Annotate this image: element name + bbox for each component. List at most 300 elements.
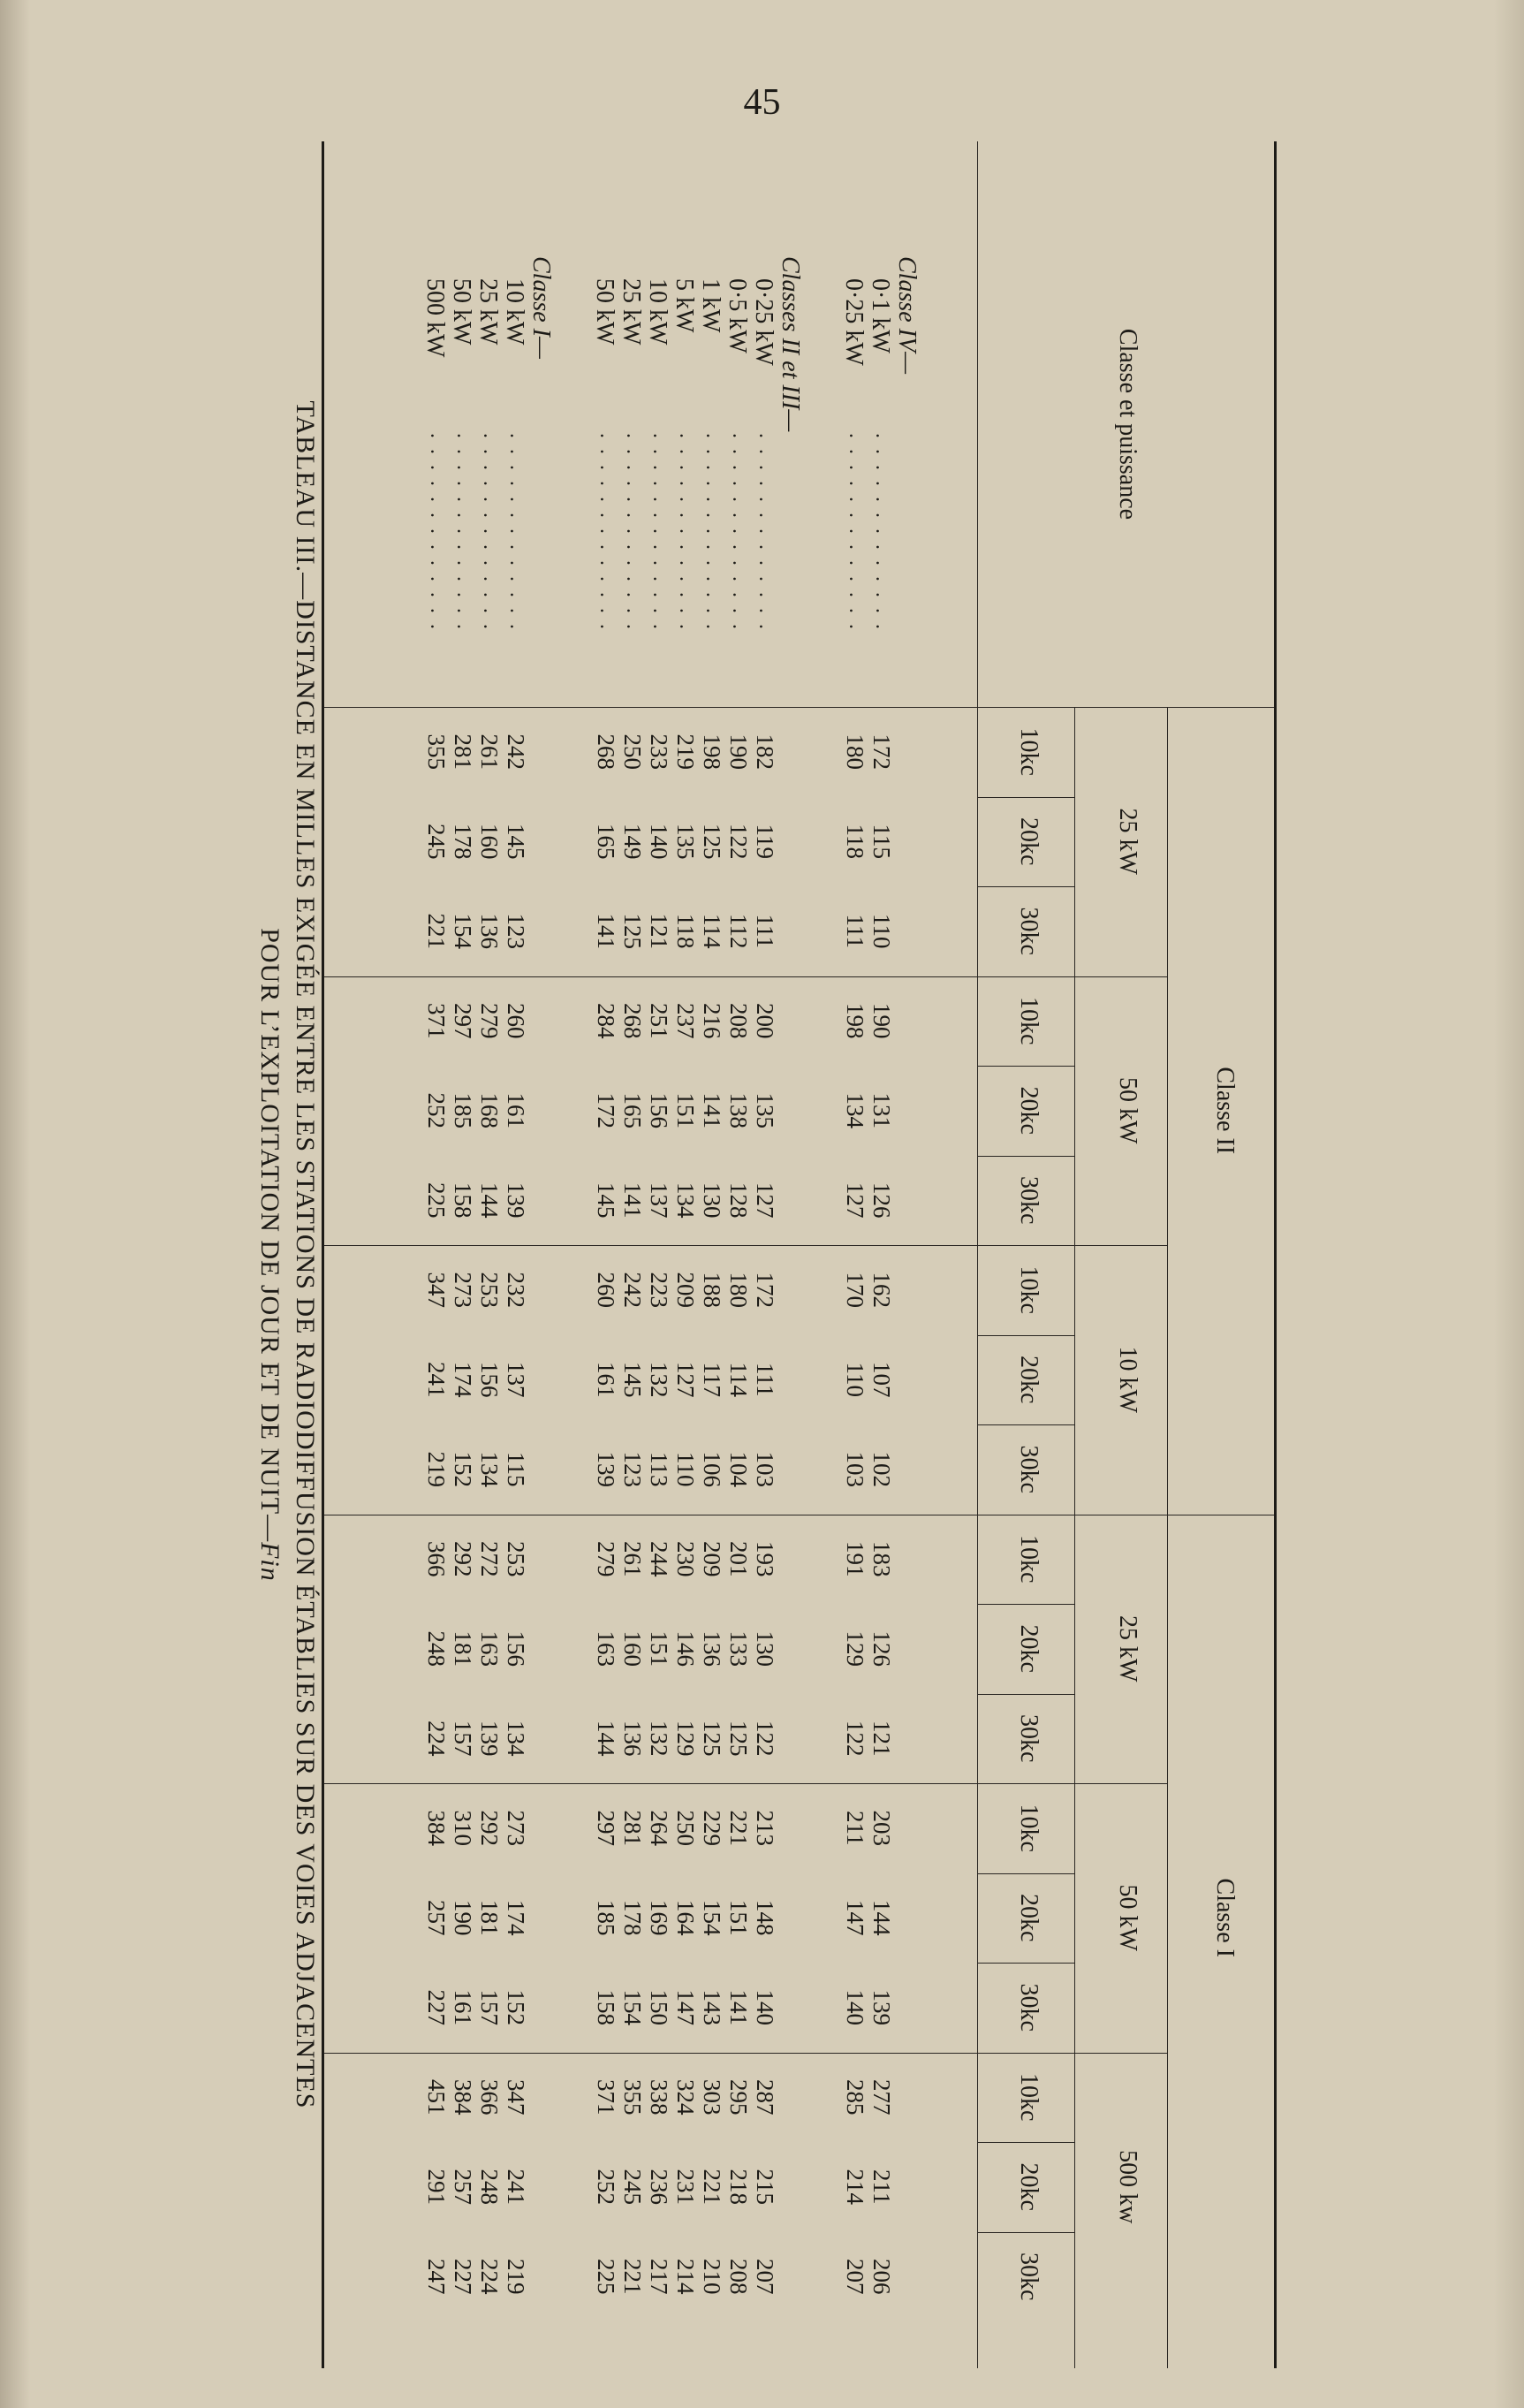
table-cell: 103 bbox=[842, 1451, 868, 1487]
table-cell: 229 bbox=[699, 1810, 725, 1846]
table-cell: 152 bbox=[450, 1451, 476, 1487]
table-cell: 260 bbox=[593, 1272, 619, 1308]
table-cell: 366 bbox=[476, 2079, 503, 2116]
table-cell: 129 bbox=[842, 1630, 868, 1667]
dot-leader: . . . . . . . . . . . . . bbox=[595, 433, 618, 632]
dot-leader: . . . . . . . . . . . . . bbox=[871, 433, 894, 632]
row-power-label: 10 kW bbox=[644, 278, 671, 346]
power-header: 50 kW bbox=[1114, 1077, 1141, 1144]
table-cell: 268 bbox=[619, 1003, 646, 1039]
table-cell: 128 bbox=[725, 1182, 752, 1219]
table-cell: 190 bbox=[725, 733, 752, 770]
table-cell: 110 bbox=[672, 1452, 699, 1487]
table-cell: 264 bbox=[646, 1810, 672, 1846]
table-cell: 123 bbox=[503, 913, 529, 949]
table-cell: 237 bbox=[672, 1003, 699, 1039]
table-cell: 136 bbox=[699, 1630, 725, 1667]
table-cell: 122 bbox=[842, 1721, 868, 1757]
power-header: 10 kW bbox=[1114, 1346, 1141, 1413]
table-cell: 115 bbox=[868, 824, 895, 859]
table-cell: 141 bbox=[619, 1182, 646, 1219]
row-power-label: 1 kW bbox=[697, 278, 724, 333]
dot-leader: . . . . . . . . . . . . . bbox=[728, 433, 751, 632]
table-cell: 102 bbox=[868, 1451, 895, 1487]
table-cell: 225 bbox=[593, 2259, 619, 2295]
table-cell: 221 bbox=[725, 1810, 752, 1846]
row-power-label: 25 kW bbox=[618, 278, 645, 346]
table-cell: 203 bbox=[868, 1810, 895, 1846]
table-cell: 136 bbox=[619, 1721, 646, 1757]
spacing-header: 30kc bbox=[1015, 1445, 1043, 1493]
table-cell: 163 bbox=[476, 1630, 503, 1667]
row-power-label: 500 kW bbox=[421, 278, 449, 358]
table-cell: 125 bbox=[699, 1721, 725, 1757]
table-cell: 132 bbox=[646, 1362, 672, 1398]
table-cell: 148 bbox=[752, 1900, 778, 1936]
table-cell: 287 bbox=[752, 2079, 778, 2116]
table-cell: 371 bbox=[593, 2079, 619, 2116]
table-cell: 154 bbox=[450, 913, 476, 949]
table-cell: 131 bbox=[868, 1092, 895, 1128]
row-power-label: 0·5 kW bbox=[724, 278, 751, 353]
table-cell: 242 bbox=[619, 1272, 646, 1308]
table-cell: 161 bbox=[593, 1362, 619, 1398]
table-cell: 183 bbox=[868, 1541, 895, 1577]
table-cell: 174 bbox=[503, 1900, 529, 1936]
row-power-label: 25 kW bbox=[474, 278, 502, 346]
table-cell: 207 bbox=[842, 2259, 868, 2295]
spacing-header: 30kc bbox=[1015, 1176, 1043, 1225]
table-cell: 118 bbox=[842, 824, 868, 859]
dot-leader: . . . . . . . . . . . . . bbox=[648, 433, 671, 632]
table-cell: 122 bbox=[752, 1721, 778, 1757]
table-cell: 137 bbox=[646, 1182, 672, 1219]
table-cell: 111 bbox=[842, 914, 868, 948]
table-cell: 130 bbox=[699, 1182, 725, 1219]
table-cell: 241 bbox=[423, 1362, 450, 1398]
spacing-header: 10kc bbox=[1015, 997, 1043, 1045]
row-power-label: 10 kW bbox=[501, 278, 528, 346]
table-cell: 145 bbox=[503, 824, 529, 860]
table-cell: 206 bbox=[868, 2259, 895, 2295]
spacing-header: 10kc bbox=[1015, 1804, 1043, 1852]
table-cell: 126 bbox=[868, 1182, 895, 1219]
table-cell: 281 bbox=[619, 1810, 646, 1846]
table-cell: 208 bbox=[725, 1003, 752, 1039]
page-number: 45 bbox=[743, 82, 781, 123]
table-cell: 150 bbox=[646, 1989, 672, 2025]
table-cell: 157 bbox=[450, 1721, 476, 1757]
table-cell: 112 bbox=[725, 914, 752, 949]
table-cell: 225 bbox=[423, 1182, 450, 1219]
table-cell: 230 bbox=[672, 1541, 699, 1577]
table-cell: 127 bbox=[672, 1362, 699, 1398]
table-cell: 190 bbox=[450, 1900, 476, 1936]
table-cell: 151 bbox=[646, 1630, 672, 1667]
table-cell: 161 bbox=[503, 1092, 529, 1128]
table-cell: 208 bbox=[725, 2259, 752, 2295]
table-cell: 121 bbox=[868, 1721, 895, 1757]
table-cell: 247 bbox=[423, 2259, 450, 2295]
table-cell: 125 bbox=[619, 913, 646, 949]
spacing-header: 20kc bbox=[1015, 1356, 1043, 1404]
table-cell: 158 bbox=[593, 1989, 619, 2025]
table-cell: 215 bbox=[752, 2169, 778, 2205]
page-edge-left bbox=[0, 0, 30, 2408]
table-cell: 221 bbox=[423, 913, 450, 949]
table-cell: 181 bbox=[476, 1900, 503, 1936]
table-cell: 211 bbox=[868, 2169, 895, 2205]
table-cell: 236 bbox=[646, 2169, 672, 2205]
table-cell: 244 bbox=[646, 1541, 672, 1577]
dot-leader: . . . . . . . . . . . . . bbox=[845, 433, 868, 632]
table-cell: 250 bbox=[619, 733, 646, 770]
table-cell: 219 bbox=[672, 733, 699, 770]
table-cell: 245 bbox=[423, 824, 450, 860]
table-cell: 384 bbox=[450, 2079, 476, 2116]
table-cell: 207 bbox=[752, 2259, 778, 2295]
table-cell: 251 bbox=[646, 1003, 672, 1039]
table-cell: 185 bbox=[593, 1900, 619, 1936]
table-cell: 209 bbox=[672, 1272, 699, 1308]
table-cell: 104 bbox=[725, 1451, 752, 1487]
row-group-label: Classe I— bbox=[527, 256, 555, 359]
table-cell: 127 bbox=[842, 1182, 868, 1219]
table-cell: 227 bbox=[450, 2259, 476, 2295]
table-cell: 297 bbox=[593, 1810, 619, 1846]
power-header: 25 kW bbox=[1114, 1615, 1141, 1683]
table-cell: 181 bbox=[450, 1630, 476, 1667]
table-cell: 119 bbox=[752, 824, 778, 859]
table-cell: 172 bbox=[593, 1092, 619, 1128]
table-cell: 257 bbox=[423, 1900, 450, 1936]
table-cell: 125 bbox=[725, 1721, 752, 1757]
table-cell: 130 bbox=[752, 1630, 778, 1667]
table-cell: 134 bbox=[842, 1092, 868, 1128]
header-rule-spacing bbox=[977, 141, 978, 2368]
table-cell: 110 bbox=[868, 914, 895, 949]
table-cell: 257 bbox=[450, 2169, 476, 2205]
table-cell: 161 bbox=[450, 1989, 476, 2025]
table-cell: 324 bbox=[672, 2079, 699, 2116]
spacing-header: 10kc bbox=[1015, 1265, 1043, 1314]
table-cell: 252 bbox=[593, 2169, 619, 2205]
table-title-line2 bbox=[252, 141, 287, 2368]
table-cell: 160 bbox=[476, 824, 503, 860]
row-power-label: 0·25 kW bbox=[840, 278, 868, 366]
table-cell: 129 bbox=[672, 1721, 699, 1757]
table-cell: 213 bbox=[752, 1810, 778, 1846]
table-cell: 156 bbox=[476, 1362, 503, 1398]
table-cell: 284 bbox=[593, 1003, 619, 1039]
table-title bbox=[252, 141, 322, 2368]
table-cell: 221 bbox=[699, 2169, 725, 2205]
table-cell: 178 bbox=[450, 824, 476, 860]
table-cell: 162 bbox=[868, 1272, 895, 1308]
table-cell: 165 bbox=[619, 1092, 646, 1128]
table-cell: 141 bbox=[725, 1989, 752, 2025]
table-cell: 111 bbox=[752, 914, 778, 948]
table-cell: 106 bbox=[699, 1451, 725, 1487]
spacing-header: 20kc bbox=[1015, 1894, 1043, 1942]
row-label-header: Classe et puissance bbox=[1114, 328, 1141, 520]
table-cell: 198 bbox=[699, 733, 725, 770]
table-cell: 272 bbox=[476, 1541, 503, 1577]
row-power-label: 0·25 kW bbox=[750, 278, 777, 366]
table-cell: 248 bbox=[476, 2169, 503, 2205]
power-header: 50 kW bbox=[1114, 1884, 1141, 1951]
table-cell: 149 bbox=[619, 824, 646, 860]
table-cell: 210 bbox=[699, 2259, 725, 2295]
table-cell: 233 bbox=[646, 733, 672, 770]
table-cell: 292 bbox=[450, 1541, 476, 1577]
class-header: Classe II bbox=[1211, 1067, 1239, 1155]
table-cell: 338 bbox=[646, 2079, 672, 2116]
table-cell: 188 bbox=[699, 1272, 725, 1308]
table-cell: 123 bbox=[619, 1451, 646, 1487]
table-cell: 111 bbox=[752, 1363, 778, 1397]
table-cell: 134 bbox=[476, 1451, 503, 1487]
table-cell: 347 bbox=[503, 2079, 529, 2116]
table-cell: 139 bbox=[868, 1989, 895, 2025]
table-cell: 134 bbox=[672, 1182, 699, 1219]
table-cell: 172 bbox=[868, 733, 895, 770]
table-cell: 198 bbox=[842, 1003, 868, 1039]
table-cell: 273 bbox=[450, 1272, 476, 1308]
table-cell: 172 bbox=[752, 1272, 778, 1308]
table-cell: 279 bbox=[593, 1541, 619, 1577]
spacing-header: 30kc bbox=[1015, 2252, 1043, 2301]
dot-leader: . . . . . . . . . . . . . bbox=[754, 433, 777, 632]
page-edge-right bbox=[1494, 0, 1524, 2408]
table-cell: 115 bbox=[503, 1452, 529, 1487]
dot-leader: . . . . . . . . . . . . . bbox=[479, 433, 502, 632]
table-cell: 133 bbox=[725, 1630, 752, 1667]
table-cell: 242 bbox=[503, 733, 529, 770]
table-cell: 152 bbox=[503, 1989, 529, 2025]
table-cell: 248 bbox=[423, 1630, 450, 1667]
table-cell: 169 bbox=[646, 1900, 672, 1936]
power-header: 500 kw bbox=[1114, 2150, 1141, 2224]
table-cell: 253 bbox=[503, 1541, 529, 1577]
table-cell: 295 bbox=[725, 2079, 752, 2116]
table-cell: 138 bbox=[725, 1092, 752, 1128]
dot-leader: . . . . . . . . . . . . . bbox=[675, 433, 698, 632]
table-cell: 252 bbox=[423, 1092, 450, 1128]
row-power-label: 0·1 kW bbox=[867, 278, 894, 353]
table-cell: 113 bbox=[646, 1452, 672, 1487]
table-cell: 200 bbox=[752, 1003, 778, 1039]
table-cell: 224 bbox=[476, 2259, 503, 2295]
table-cell: 366 bbox=[423, 1541, 450, 1577]
table-cell: 268 bbox=[593, 733, 619, 770]
table-cell: 144 bbox=[868, 1900, 895, 1936]
table-cell: 261 bbox=[619, 1541, 646, 1577]
table-cell: 140 bbox=[646, 824, 672, 860]
table-cell: 292 bbox=[476, 1810, 503, 1846]
table-cell: 110 bbox=[842, 1362, 868, 1397]
table-cell: 277 bbox=[868, 2079, 895, 2116]
power-header: 25 kW bbox=[1114, 808, 1141, 875]
header-rule-power bbox=[1074, 707, 1075, 2368]
table-cell: 151 bbox=[672, 1092, 699, 1128]
rotated-page-content bbox=[190, 141, 1277, 2368]
table-cell: 134 bbox=[503, 1721, 529, 1757]
table-cell: 168 bbox=[476, 1092, 503, 1128]
table-cell: 209 bbox=[699, 1541, 725, 1577]
header-rule-class bbox=[1167, 707, 1168, 2368]
table-cell: 132 bbox=[646, 1721, 672, 1757]
table-cell: 193 bbox=[752, 1541, 778, 1577]
spacing-header: 20kc bbox=[1015, 817, 1043, 866]
table-cell: 139 bbox=[593, 1451, 619, 1487]
table-cell: 144 bbox=[593, 1721, 619, 1757]
row-power-label: 50 kW bbox=[591, 278, 618, 346]
table-cell: 281 bbox=[450, 733, 476, 770]
table-cell: 180 bbox=[842, 733, 868, 770]
table-cell: 139 bbox=[503, 1182, 529, 1219]
table-cell: 297 bbox=[450, 1003, 476, 1039]
table-cell: 182 bbox=[752, 733, 778, 770]
spacing-header: 30kc bbox=[1015, 1714, 1043, 1763]
table-cell: 137 bbox=[503, 1362, 529, 1398]
table-cell: 221 bbox=[619, 2259, 646, 2295]
table-cell: 227 bbox=[423, 1989, 450, 2025]
table-cell: 141 bbox=[593, 913, 619, 949]
dot-leader: . . . . . . . . . . . . . bbox=[426, 433, 449, 632]
spacing-header: 20kc bbox=[1015, 2162, 1043, 2211]
table-cell: 125 bbox=[699, 824, 725, 860]
table-title-line1: TABLEAU III.—DISTANCE EN MILLES EXIGÉE ENTRE LES STATIONS DE RADIODIFFUSION ÉTABLIES SUR DES VOIES ADJACENTES bbox=[291, 400, 320, 2109]
table-cell: 303 bbox=[699, 2079, 725, 2116]
table-cell: 216 bbox=[699, 1003, 725, 1039]
spacing-header: 30kc bbox=[1015, 907, 1043, 955]
table-cell: 219 bbox=[503, 2259, 529, 2295]
row-group-label: Classe IV— bbox=[893, 256, 921, 374]
table-cell: 160 bbox=[619, 1630, 646, 1667]
table-cell: 291 bbox=[423, 2169, 450, 2205]
table-cell: 145 bbox=[619, 1362, 646, 1398]
table-cell: 156 bbox=[646, 1092, 672, 1128]
table-cell: 214 bbox=[672, 2259, 699, 2295]
row-power-label: 50 kW bbox=[448, 278, 475, 346]
table-cell: 180 bbox=[725, 1272, 752, 1308]
table-cell: 158 bbox=[450, 1182, 476, 1219]
dot-leader: . . . . . . . . . . . . . bbox=[452, 433, 475, 632]
table-cell: 126 bbox=[868, 1630, 895, 1667]
class-header: Classe I bbox=[1211, 1878, 1239, 1957]
spacing-header: 10kc bbox=[1015, 2073, 1043, 2122]
table-cell: 219 bbox=[423, 1451, 450, 1487]
table-cell: 114 bbox=[725, 1362, 752, 1397]
table-cell: 135 bbox=[752, 1092, 778, 1128]
table-cell: 355 bbox=[619, 2079, 646, 2116]
table-cell: 232 bbox=[503, 1272, 529, 1308]
table-cell: 211 bbox=[842, 1811, 868, 1846]
table-cell: 190 bbox=[868, 1003, 895, 1039]
table-cell: 224 bbox=[423, 1721, 450, 1757]
table-cell: 273 bbox=[503, 1810, 529, 1846]
table-cell: 384 bbox=[423, 1810, 450, 1846]
table-cell: 140 bbox=[752, 1989, 778, 2025]
table-cell: 174 bbox=[450, 1362, 476, 1398]
table-cell: 231 bbox=[672, 2169, 699, 2205]
table-cell: 347 bbox=[423, 1272, 450, 1308]
table-cell: 185 bbox=[450, 1092, 476, 1128]
table-cell: 163 bbox=[593, 1630, 619, 1667]
table-cell: 250 bbox=[672, 1810, 699, 1846]
table-cell: 145 bbox=[593, 1182, 619, 1219]
table-cell: 122 bbox=[725, 824, 752, 860]
table-cell: 355 bbox=[423, 733, 450, 770]
table-cell: 164 bbox=[672, 1900, 699, 1936]
table-cell: 217 bbox=[646, 2259, 672, 2295]
table-cell: 201 bbox=[725, 1541, 752, 1577]
row-group-label: Classes II et III— bbox=[777, 256, 804, 432]
table-cell: 214 bbox=[842, 2169, 868, 2205]
table-cell: 371 bbox=[423, 1003, 450, 1039]
table-cell: 157 bbox=[476, 1989, 503, 2025]
table-cell: 140 bbox=[842, 1989, 868, 2025]
table-cell: 147 bbox=[842, 1900, 868, 1936]
spacing-header: 10kc bbox=[1015, 727, 1043, 776]
table-cell: 144 bbox=[476, 1182, 503, 1219]
table-cell: 136 bbox=[476, 913, 503, 949]
table-cell: 127 bbox=[752, 1182, 778, 1219]
table-cell: 170 bbox=[842, 1272, 868, 1308]
table-cell: 178 bbox=[619, 1900, 646, 1936]
row-power-label: 5 kW bbox=[671, 278, 698, 333]
table-cell: 253 bbox=[476, 1272, 503, 1308]
table-cell: 121 bbox=[646, 913, 672, 949]
table-cell: 139 bbox=[476, 1721, 503, 1757]
table-cell: 223 bbox=[646, 1272, 672, 1308]
table-cell: 451 bbox=[423, 2079, 450, 2116]
table-title-line2-text: POUR L’EXPLOITATION DE JOUR ET DE NUIT— bbox=[255, 928, 284, 1543]
table-cell: 118 bbox=[672, 914, 699, 949]
spacing-header: 20kc bbox=[1015, 1086, 1043, 1135]
table-cell: 165 bbox=[593, 824, 619, 860]
table-cell: 261 bbox=[476, 733, 503, 770]
spacing-header: 20kc bbox=[1015, 1624, 1043, 1673]
table-cell: 154 bbox=[699, 1900, 725, 1936]
table-cell: 241 bbox=[503, 2169, 529, 2205]
table-cell: 245 bbox=[619, 2169, 646, 2205]
table-cell: 141 bbox=[699, 1092, 725, 1128]
table-cell: 260 bbox=[503, 1003, 529, 1039]
table-cell: 285 bbox=[842, 2079, 868, 2116]
distance-table bbox=[322, 141, 1277, 2368]
table-cell: 310 bbox=[450, 1810, 476, 1846]
table-cell: 117 bbox=[699, 1362, 725, 1397]
table-cell: 154 bbox=[619, 1989, 646, 2025]
table-cell: 156 bbox=[503, 1630, 529, 1667]
table-cell: 191 bbox=[842, 1541, 868, 1577]
dot-leader: . . . . . . . . . . . . . bbox=[505, 433, 528, 632]
dot-leader: . . . . . . . . . . . . . bbox=[622, 433, 645, 632]
table-cell: 279 bbox=[476, 1003, 503, 1039]
table-cell: 218 bbox=[725, 2169, 752, 2205]
table-cell: 143 bbox=[699, 1989, 725, 2025]
table-cell: 151 bbox=[725, 1900, 752, 1936]
table-cell: 146 bbox=[672, 1630, 699, 1667]
dot-leader: . . . . . . . . . . . . . bbox=[701, 433, 724, 632]
table-cell: 107 bbox=[868, 1362, 895, 1398]
spacing-header: 30kc bbox=[1015, 1983, 1043, 2032]
table-cell: 135 bbox=[672, 824, 699, 860]
table-cell: 114 bbox=[699, 914, 725, 949]
table-cell: 103 bbox=[752, 1451, 778, 1487]
